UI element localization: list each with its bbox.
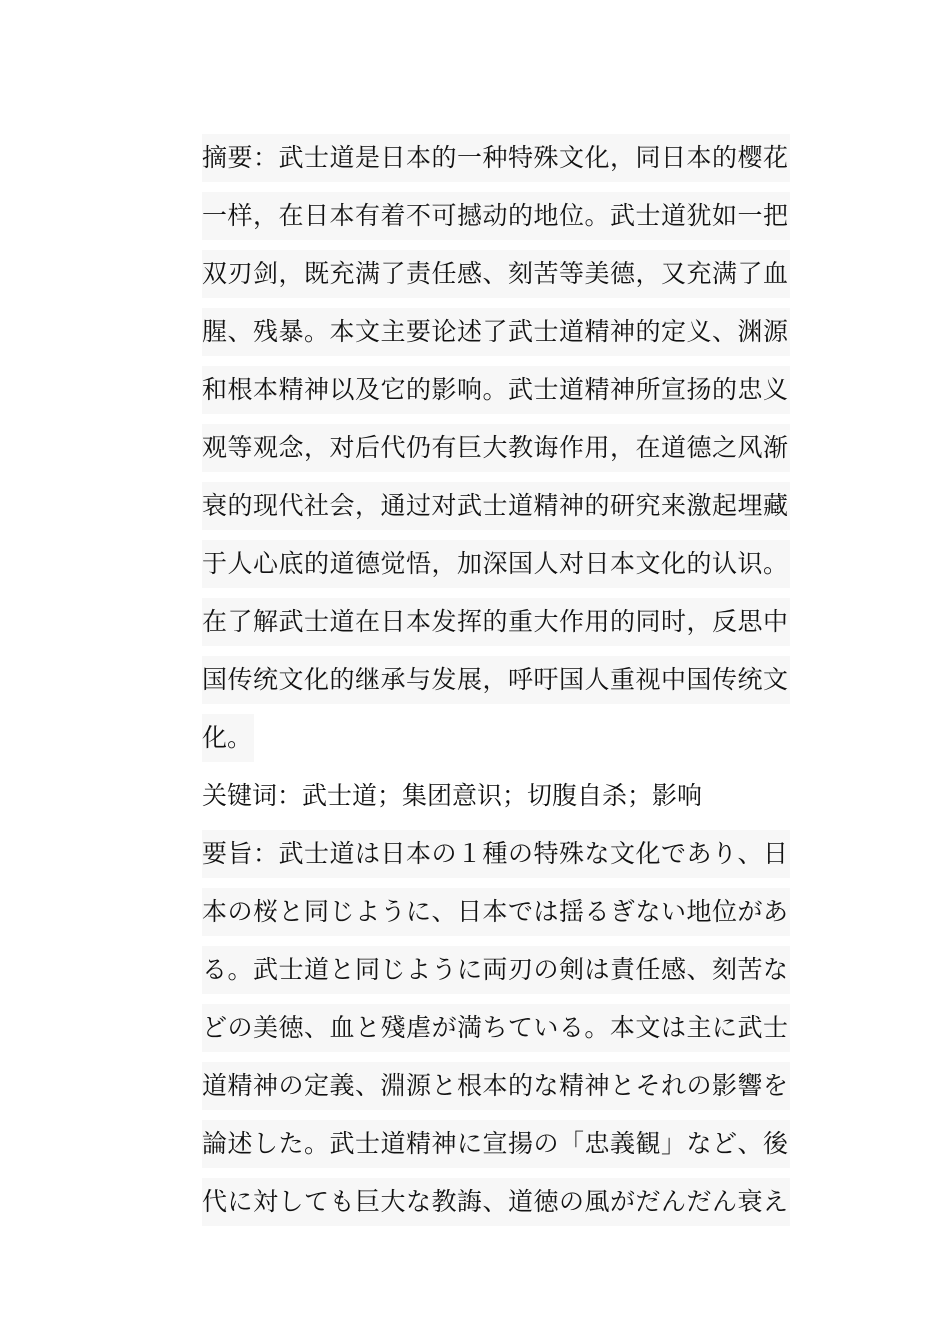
- abstract-jp-line-1: [202, 830, 792, 888]
- abstract-cn-line-10: [202, 656, 792, 714]
- abstract-jp-line-7: [202, 1178, 792, 1236]
- abstract-cn-line-1: [202, 134, 792, 192]
- text-line: 要旨：武士道は日本の１種の特殊な文化であり、日: [202, 830, 790, 878]
- abstract-cn-line-9: [202, 598, 792, 656]
- text-line: 本の桜と同じように、日本では揺るぎない地位があ: [202, 888, 790, 936]
- text-line: 道精神の定義、淵源と根本的な精神とそれの影響を: [202, 1062, 790, 1110]
- abstract-cn-line-3: [202, 250, 792, 308]
- text-line: どの美徳、血と殘虐が満ちている。本文は主に武士: [202, 1004, 790, 1052]
- keywords-cn: [202, 772, 792, 830]
- text-line: 和根本精神以及它的影响。武士道精神所宣扬的忠义: [202, 366, 790, 414]
- text-line: 双刃剑，既充满了责任感、刻苦等美德，又充满了血: [202, 250, 790, 298]
- abstract-jp-line-2: [202, 888, 792, 946]
- abstract-jp-line-5: [202, 1062, 792, 1120]
- document-body: [202, 134, 792, 1236]
- text-line: 国传统文化的继承与发展，呼吁国人重视中国传统文: [202, 656, 790, 704]
- abstract-cn-line-2: [202, 192, 792, 250]
- abstract-jp-line-3: [202, 946, 792, 1004]
- abstract-cn-line-6: [202, 424, 792, 482]
- text-line: 衰的现代社会，通过对武士道精神的研究来激起埋藏: [202, 482, 790, 530]
- abstract-cn-line-5: [202, 366, 792, 424]
- text-line: 于人心底的道德觉悟，加深国人对日本文化的认识。: [202, 540, 790, 588]
- abstract-jp-line-4: [202, 1004, 792, 1062]
- text-line: 論述した。武士道精神に宣揚の「忠義観」など、後: [202, 1120, 790, 1168]
- text-line: る。武士道と同じように両刃の剣は責任感、刻苦な: [202, 946, 790, 994]
- abstract-cn-line-11: [202, 714, 792, 772]
- text-line: 腥、残暴。本文主要论述了武士道精神的定义、渊源: [202, 308, 790, 356]
- text-line: 一样，在日本有着不可撼动的地位。武士道犹如一把: [202, 192, 790, 240]
- abstract-jp-line-6: [202, 1120, 792, 1178]
- text-line: 化。: [202, 714, 254, 762]
- text-line: 代に対しても巨大な教誨、道徳の風がだんだん衰え: [202, 1178, 790, 1226]
- keywords-text: 关键词：武士道；集团意识；切腹自杀；影响: [202, 781, 703, 810]
- abstract-cn-line-4: [202, 308, 792, 366]
- abstract-cn-line-7: [202, 482, 792, 540]
- text-line: 摘要：武士道是日本的一种特殊文化，同日本的樱花: [202, 134, 790, 182]
- text-line: 观等观念，对后代仍有巨大教诲作用，在道德之风渐: [202, 424, 790, 472]
- text-line: 在了解武士道在日本发挥的重大作用的同时，反思中: [202, 598, 790, 646]
- abstract-cn-line-8: [202, 540, 792, 598]
